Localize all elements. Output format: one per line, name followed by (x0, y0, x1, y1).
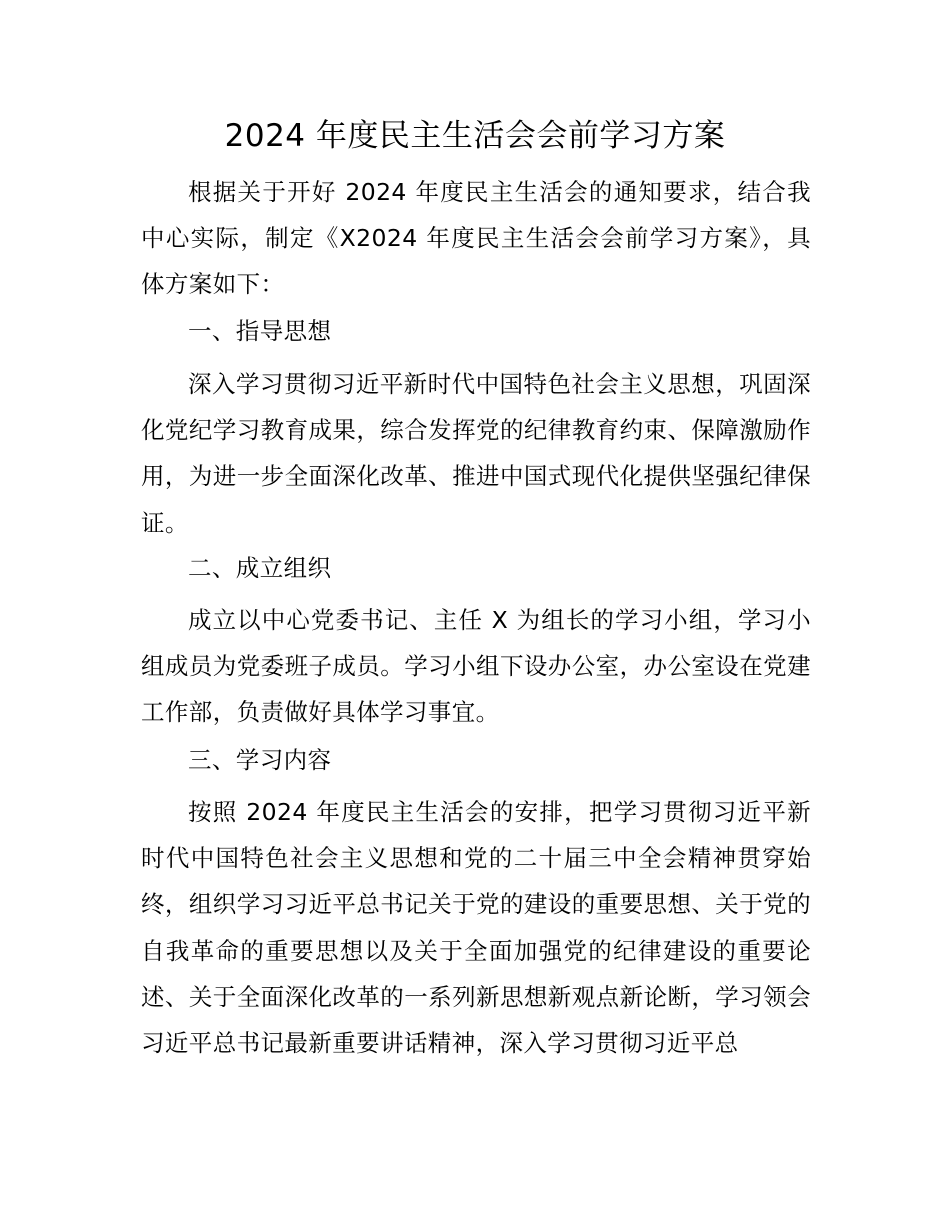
paragraph-organization: 成立以中心党委书记、主任 X 为组长的学习小组，学习小组成员为党委班子成员。学习小组下设办公室，办公室设在党建工作部，负责做好具体学习事宜。 (141, 606, 811, 727)
document-title: 2024 年度民主生活会会前学习方案 (224, 118, 726, 154)
section-heading-organization: 二、成立组织 (188, 554, 332, 582)
paragraph-study-content: 按照 2024 年度民主生活会的安排，把学习贯彻习近平新时代中国特色社会主义思想和党的二十届三中全会精神贯穿始终，组织学习习近平总书记关于党的建设的重要思想、关于党的自我革命的重要思想以及关于全面加强党的纪律建设的重要论述、关于全面深化改革的一系列新思想新观点新论断，学习领会习近平总书记最新重要讲话精神，深入学习贯彻习近平总 (141, 798, 811, 1058)
paragraph-intro: 根据关于开好 2024 年度民主生活会的通知要求，结合我中心实际，制定《X2024 年度民主生活会会前学习方案》，具体方案如下： (141, 178, 811, 299)
section-heading-study-content: 三、学习内容 (188, 746, 332, 774)
section-heading-guiding-thought: 一、指导思想 (188, 317, 332, 345)
paragraph-guiding-thought: 深入学习贯彻习近平新时代中国特色社会主义思想，巩固深化党纪学习教育成果，综合发挥党的纪律教育约束、保障激励作用，为进一步全面深化改革、推进中国式现代化提供坚强纪律保证。 (141, 370, 811, 537)
